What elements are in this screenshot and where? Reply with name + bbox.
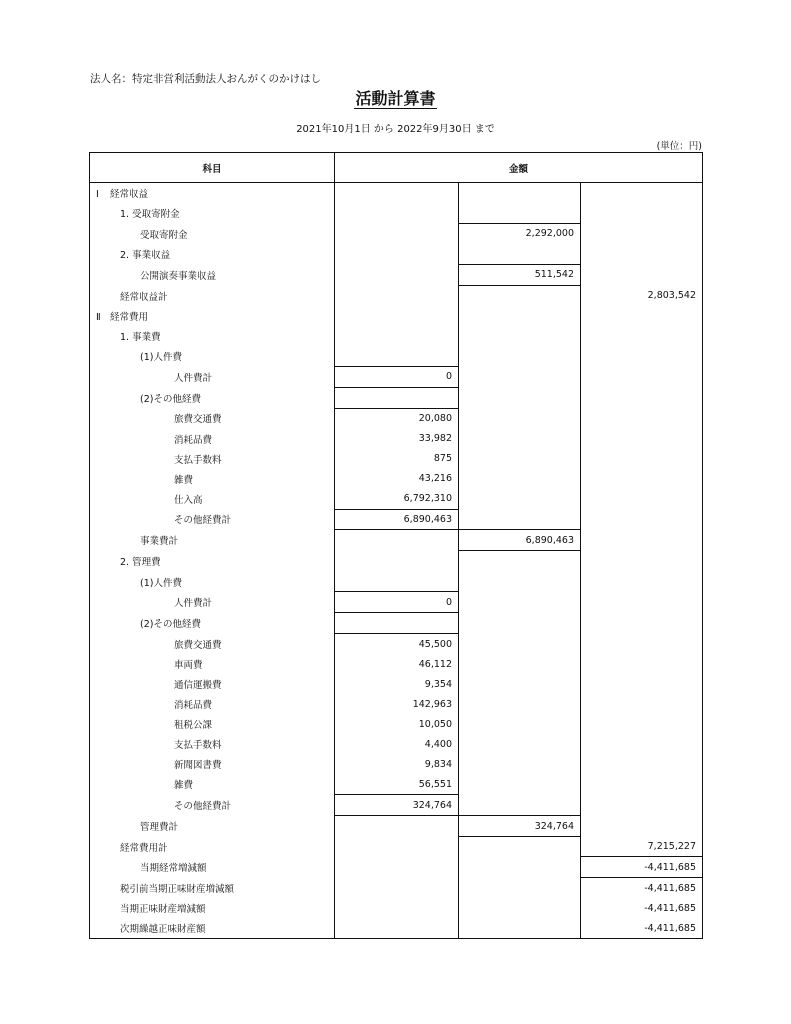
amount-1-cell: 20,080 — [335, 408, 459, 428]
amount-3-cell: -4,411,685 — [581, 878, 703, 898]
table-header-row — [90, 153, 703, 183]
table-row — [90, 694, 703, 714]
row-label-text: 新聞図書費 — [174, 760, 222, 772]
amount-2-cell — [459, 306, 581, 326]
amount-3-cell — [581, 429, 703, 449]
amount-1-cell — [335, 571, 459, 591]
amount-3-cell — [581, 326, 703, 346]
amount-3-cell — [581, 613, 703, 634]
amount-3-cell — [581, 592, 703, 613]
amount-2-cell — [459, 183, 581, 203]
row-label — [90, 674, 335, 694]
amount-1-cell: 142,963 — [335, 694, 459, 714]
amount-2-cell — [459, 734, 581, 754]
table-row — [90, 714, 703, 734]
row-label — [90, 264, 335, 285]
row-label — [90, 387, 335, 408]
table-row — [90, 898, 703, 918]
amount-2-cell — [459, 449, 581, 469]
row-label — [90, 837, 335, 857]
row-label-text: 車両費 — [174, 660, 203, 672]
amount-1-cell: 10,050 — [335, 714, 459, 734]
row-label — [90, 816, 335, 837]
table-row — [90, 795, 703, 816]
row-label — [90, 449, 335, 469]
amount-3-cell — [581, 366, 703, 387]
amount-3-cell — [581, 774, 703, 794]
row-label — [90, 469, 335, 489]
amount-2-cell — [459, 429, 581, 449]
table-row — [90, 449, 703, 469]
amount-3-cell: 7,215,227 — [581, 837, 703, 857]
row-label-text: その他経費計 — [174, 515, 232, 527]
table-row — [90, 754, 703, 774]
row-label-text: 当期経常増減額 — [140, 863, 207, 875]
amount-2-cell — [459, 244, 581, 264]
row-label — [90, 408, 335, 428]
amount-2-cell — [459, 613, 581, 634]
row-label-text: (1)人件費 — [140, 577, 182, 589]
amount-2-cell — [459, 387, 581, 408]
amount-3-cell — [581, 634, 703, 654]
row-label — [90, 551, 335, 571]
row-label-text: 消耗品費 — [174, 700, 213, 712]
amount-3-cell — [581, 795, 703, 816]
amount-2-cell — [459, 795, 581, 816]
amount-2-cell: 2,292,000 — [459, 223, 581, 243]
table-row — [90, 634, 703, 654]
row-label — [90, 183, 335, 203]
row-label-text: 支払手数料 — [174, 454, 222, 466]
amount-2-cell — [459, 366, 581, 387]
amount-2-cell — [459, 918, 581, 938]
table-row — [90, 489, 703, 509]
row-label-text: 事業費計 — [140, 536, 179, 548]
row-label — [90, 774, 335, 794]
amount-1-cell: 46,112 — [335, 654, 459, 674]
table-row — [90, 183, 703, 203]
amount-1-cell: 0 — [335, 366, 459, 387]
amount-1-cell: 33,982 — [335, 429, 459, 449]
amount-3-cell — [581, 183, 703, 203]
table-row — [90, 592, 703, 613]
amount-column-header: 金額 — [335, 153, 703, 183]
amount-2-cell — [459, 285, 581, 305]
amount-1-cell — [335, 326, 459, 346]
amount-2-cell: 324,764 — [459, 816, 581, 837]
amount-1-cell — [335, 898, 459, 918]
amount-3-cell — [581, 264, 703, 285]
row-label — [90, 654, 335, 674]
row-label — [90, 346, 335, 366]
row-label — [90, 244, 335, 264]
table-row — [90, 654, 703, 674]
amount-1-cell — [335, 183, 459, 203]
table-row — [90, 408, 703, 428]
row-label-text: 2. 事業収益 — [120, 250, 171, 262]
row-label-text: 雑費 — [174, 780, 194, 792]
amount-2-cell — [459, 469, 581, 489]
row-label-text: 1. 受取寄附金 — [120, 209, 180, 221]
row-label — [90, 634, 335, 654]
amount-1-cell: 9,354 — [335, 674, 459, 694]
row-label-text: (2)その他経費 — [140, 393, 201, 405]
row-label-text: 支払手数料 — [174, 740, 222, 752]
amount-1-cell — [335, 346, 459, 366]
amount-3-cell — [581, 203, 703, 223]
row-label-text: (2)その他経費 — [140, 619, 201, 631]
table-row — [90, 264, 703, 285]
amount-3-cell — [581, 654, 703, 674]
table-row — [90, 387, 703, 408]
row-label — [90, 857, 335, 878]
table-row — [90, 734, 703, 754]
amount-1-cell: 6,792,310 — [335, 489, 459, 509]
table-row — [90, 918, 703, 938]
table-row — [90, 429, 703, 449]
amount-3-cell — [581, 223, 703, 243]
amount-1-cell — [335, 244, 459, 264]
amount-1-cell — [335, 857, 459, 878]
row-label — [90, 223, 335, 243]
statement-body — [90, 183, 703, 939]
amount-2-cell — [459, 326, 581, 346]
amount-1-cell: 6,890,463 — [335, 509, 459, 530]
amount-3-cell — [581, 714, 703, 734]
amount-1-cell — [335, 551, 459, 571]
row-label — [90, 489, 335, 509]
amount-3-cell — [581, 306, 703, 326]
row-label-text: 経常収益 — [110, 188, 149, 200]
amount-3-cell — [581, 734, 703, 754]
amount-2-cell — [459, 878, 581, 898]
row-label-text: 管理費計 — [140, 822, 179, 834]
amount-2-cell — [459, 408, 581, 428]
row-label — [90, 203, 335, 223]
table-row — [90, 469, 703, 489]
table-row — [90, 244, 703, 264]
amount-1-cell: 875 — [335, 449, 459, 469]
amount-3-cell — [581, 346, 703, 366]
section-numeral: Ⅰ — [96, 188, 99, 200]
amount-1-cell — [335, 264, 459, 285]
amount-2-cell — [459, 654, 581, 674]
row-label-text: 1. 事業費 — [120, 331, 161, 343]
row-label-text: 経常費用 — [110, 311, 149, 323]
table-row — [90, 774, 703, 794]
table-row — [90, 613, 703, 634]
amount-2-cell — [459, 898, 581, 918]
amount-2-cell — [459, 674, 581, 694]
amount-1-cell — [335, 918, 459, 938]
amount-3-cell: -4,411,685 — [581, 898, 703, 918]
amount-1-cell — [335, 387, 459, 408]
amount-3-cell — [581, 551, 703, 571]
table-row — [90, 285, 703, 305]
table-row — [90, 326, 703, 346]
row-label-text: 税引前当期正味財産増減額 — [120, 884, 235, 896]
amount-1-cell — [335, 837, 459, 857]
row-label — [90, 714, 335, 734]
amount-2-cell — [459, 837, 581, 857]
table-row — [90, 530, 703, 551]
row-label — [90, 592, 335, 613]
table-row — [90, 223, 703, 243]
amount-3-cell — [581, 816, 703, 837]
amount-3-cell — [581, 449, 703, 469]
amount-1-cell: 324,764 — [335, 795, 459, 816]
amount-3-cell — [581, 244, 703, 264]
row-label — [90, 734, 335, 754]
amount-3-cell — [581, 509, 703, 530]
amount-1-cell: 4,400 — [335, 734, 459, 754]
amount-1-cell: 56,551 — [335, 774, 459, 794]
organization-name: 法人名：特定非営利活動法人おんがくのかけはし — [90, 73, 321, 85]
unit-label: (単位：円) — [656, 141, 702, 152]
row-label — [90, 613, 335, 634]
amount-2-cell — [459, 774, 581, 794]
amount-1-cell — [335, 613, 459, 634]
table-row — [90, 509, 703, 530]
row-label — [90, 918, 335, 938]
row-label — [90, 530, 335, 551]
amount-3-cell: -4,411,685 — [581, 857, 703, 878]
row-label-text: その他経費計 — [174, 801, 232, 813]
row-label — [90, 898, 335, 918]
row-label — [90, 366, 335, 387]
amount-1-cell: 0 — [335, 592, 459, 613]
row-label-text: 公開演奏事業収益 — [140, 270, 217, 282]
amount-1-cell — [335, 306, 459, 326]
row-label — [90, 306, 335, 326]
row-label — [90, 509, 335, 530]
amount-3-cell — [581, 387, 703, 408]
row-label — [90, 571, 335, 591]
amount-1-cell: 45,500 — [335, 634, 459, 654]
amount-2-cell — [459, 551, 581, 571]
amount-2-cell — [459, 571, 581, 591]
reporting-period: 2021年10月1日 から 2022年9月30日 まで — [296, 124, 495, 135]
amount-1-cell — [335, 530, 459, 551]
amount-3-cell — [581, 674, 703, 694]
amount-3-cell: -4,411,685 — [581, 918, 703, 938]
amount-2-cell — [459, 694, 581, 714]
row-label-text: 消耗品費 — [174, 434, 213, 446]
amount-2-cell — [459, 489, 581, 509]
amount-2-cell — [459, 754, 581, 774]
document-title — [0, 86, 791, 109]
table-row — [90, 346, 703, 366]
row-label — [90, 694, 335, 714]
row-label-text: 経常収益計 — [120, 291, 168, 303]
amount-1-cell — [335, 285, 459, 305]
table-row — [90, 857, 703, 878]
amount-2-cell — [459, 509, 581, 530]
row-label — [90, 326, 335, 346]
amount-2-cell — [459, 203, 581, 223]
table-row — [90, 878, 703, 898]
amount-3-cell — [581, 489, 703, 509]
amount-2-cell — [459, 346, 581, 366]
amount-3-cell — [581, 530, 703, 551]
amount-3-cell — [581, 408, 703, 428]
amount-1-cell — [335, 203, 459, 223]
subject-column-header: 科目 — [90, 153, 335, 183]
amount-2-cell — [459, 857, 581, 878]
amount-3-cell — [581, 754, 703, 774]
amount-3-cell — [581, 571, 703, 591]
document-title-text: 活動計算書 — [355, 89, 436, 108]
amount-3-cell: 2,803,542 — [581, 285, 703, 305]
table-row — [90, 674, 703, 694]
row-label-text: 次期繰越正味財産額 — [120, 924, 206, 936]
table-row — [90, 816, 703, 837]
row-label — [90, 754, 335, 774]
table-row — [90, 571, 703, 591]
amount-1-cell — [335, 816, 459, 837]
amount-2-cell: 511,542 — [459, 264, 581, 285]
activity-statement-table — [89, 152, 703, 939]
row-label-text: 通信運搬費 — [174, 680, 222, 692]
row-label — [90, 429, 335, 449]
amount-2-cell — [459, 592, 581, 613]
row-label-text: (1)人件費 — [140, 351, 182, 363]
amount-1-cell — [335, 223, 459, 243]
row-label-text: 人件費計 — [174, 372, 213, 384]
row-label-text: 2. 管理費 — [120, 557, 161, 569]
row-label-text: 人件費計 — [174, 598, 213, 610]
amount-2-cell — [459, 714, 581, 734]
row-label — [90, 795, 335, 816]
amount-1-cell: 43,216 — [335, 469, 459, 489]
row-label-text: 受取寄附金 — [140, 229, 188, 241]
table-row — [90, 203, 703, 223]
row-label-text: 経常費用計 — [120, 842, 168, 854]
row-label — [90, 878, 335, 898]
section-numeral: Ⅱ — [96, 311, 101, 323]
table-row — [90, 551, 703, 571]
row-label — [90, 285, 335, 305]
amount-2-cell — [459, 634, 581, 654]
row-label-text: 雑費 — [174, 474, 194, 486]
row-label-text: 仕入高 — [174, 494, 203, 506]
amount-1-cell: 9,834 — [335, 754, 459, 774]
row-label-text: 租税公課 — [174, 720, 213, 732]
row-label-text: 旅費交通費 — [174, 414, 222, 426]
amount-3-cell — [581, 469, 703, 489]
amount-3-cell — [581, 694, 703, 714]
row-label-text: 旅費交通費 — [174, 640, 222, 652]
amount-1-cell — [335, 878, 459, 898]
table-row — [90, 306, 703, 326]
amount-2-cell: 6,890,463 — [459, 530, 581, 551]
table-row — [90, 366, 703, 387]
table-row — [90, 837, 703, 857]
row-label-text: 当期正味財産増減額 — [120, 904, 206, 916]
